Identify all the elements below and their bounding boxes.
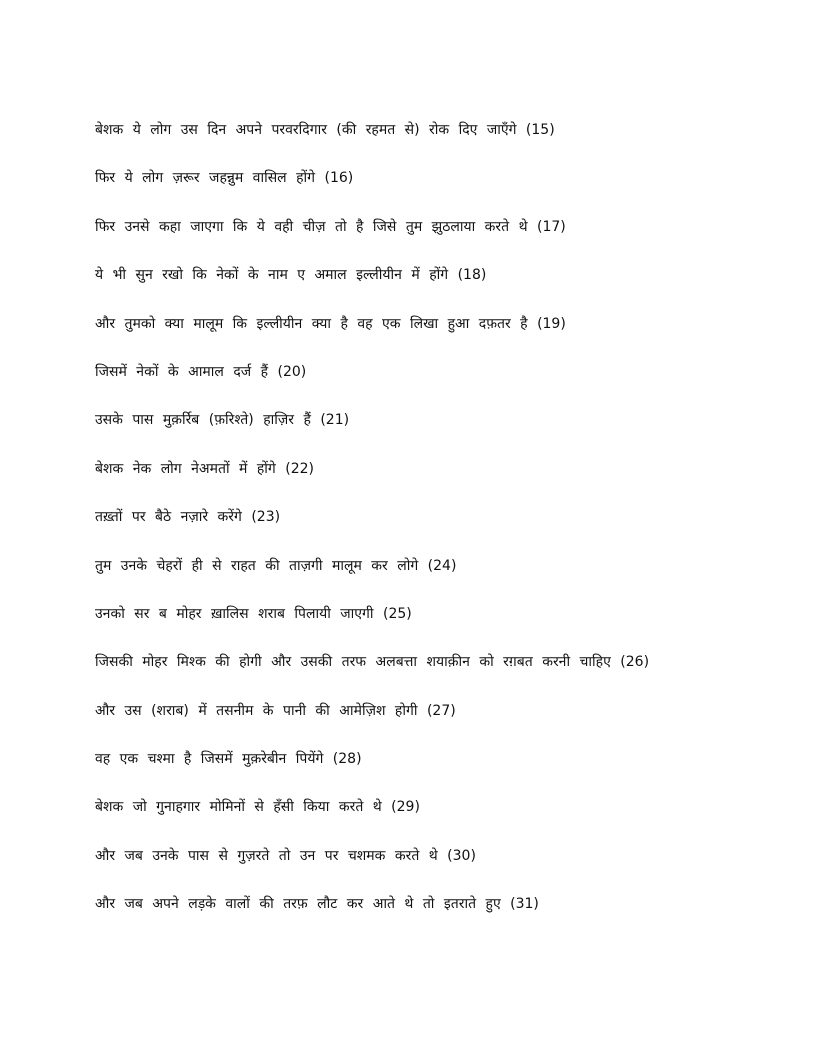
verse-line: वह एक चश्मा है जिसमें मुक़रेबीन पियेंगे (28) — [95, 751, 362, 768]
verse-line: तख़्तों पर बैठे नज़ारे करेंगे (23) — [95, 509, 281, 526]
verse-line: और तुमको क्या मालूम कि इल्लीयीन क्या है वह एक लिखा हुआ दफ़तर है (19) — [95, 315, 566, 332]
verse-line: फिर उनसे कहा जाएगा कि ये वही चीज़ तो है जिसे तुम झुठलाया करते थे (17) — [95, 218, 566, 235]
verse-line: उसके पास मुक़र्रिब (फ़रिश्ते) हाज़िर हैं (21) — [95, 412, 350, 429]
verse-line: उनको सर ब मोहर ख़ालिस शराब पिलायी जाएगी (25) — [95, 605, 412, 622]
verse-line: और जब उनके पास से गुज़रते तो उन पर चशमक करते थे (30) — [95, 847, 476, 864]
verse-line: फिर ये लोग ज़रूर जहन्नुम वासिल होंगे (16) — [95, 170, 354, 187]
verse-line: और उस (शराब) में तसनीम के पानी की आमेज़िश होगी (27) — [95, 702, 456, 719]
verse-line: और जब अपने लड़के वालों की तरफ़ लौट कर आते थे तो इतराते हुए (31) — [95, 896, 539, 913]
verse-line: जिसमें नेकों के आमाल दर्ज हैं (20) — [95, 363, 307, 380]
verse-line: तुम उनके चेहरों ही से राहत की ताज़गी मालूम कर लोगे (24) — [95, 557, 457, 574]
verse-line: बेशक जो गुनाहगार मोमिनों से हँसी किया करते थे (29) — [95, 799, 420, 816]
verse-line: बेशक नेक लोग नेअमतों में होंगे (22) — [95, 460, 314, 477]
verse-line: जिसकी मोहर मिश्क की होगी और उसकी तरफ अलबत्ता शयाक़ीन को रग़बत करनी चाहिए (26) — [95, 654, 650, 671]
verse-line: ये भी सुन रखो कि नेकों के नाम ए अमाल इल्लीयीन में होंगे (18) — [95, 267, 487, 284]
verse-line: बेशक ये लोग उस दिन अपने परवरदिगार (की रहमत से) रोक दिए जाएँगे (15) — [95, 122, 555, 138]
verse-list — [95, 112, 795, 935]
